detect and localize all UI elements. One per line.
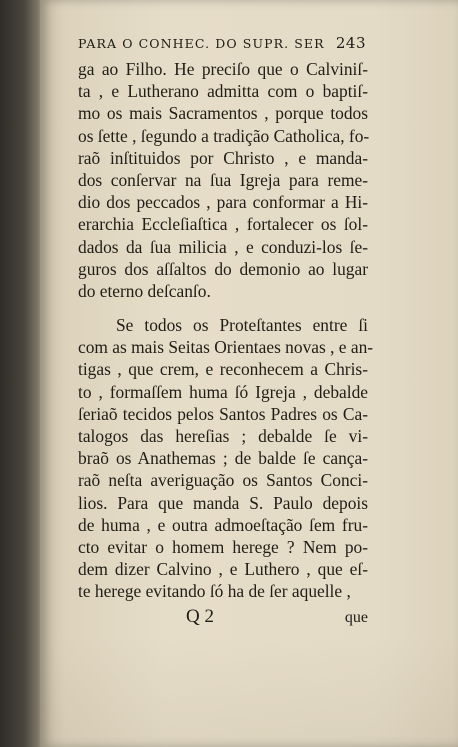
- text-line: mo os mais Sacramentos , porque todos: [78, 103, 368, 124]
- text-line: ſeriaõ tecidos pelos Santos Padres os Ca-: [78, 403, 368, 424]
- running-header: [78, 34, 366, 54]
- text-line: lios. Para que manda S. Paulo depois: [78, 492, 368, 513]
- book-gutter: [0, 0, 44, 747]
- text-line: dem dizer Calvino , e Luthero , que eſ-: [78, 559, 368, 580]
- text-line: raõ inſtituidos por Christo , e manda-: [78, 147, 368, 168]
- text-line: dio dos peccados , para conformar a Hi-: [78, 192, 368, 213]
- text-line: erarchia Eccleſiaſtica , fortalecer os ſol-: [78, 214, 368, 235]
- running-title: PARA O CONHEC. DO SUPR. SER: [78, 36, 325, 51]
- text-line: dos conſervar na ſua Igreja para reme-: [78, 169, 368, 190]
- text-line: Se todos os Proteſtantes entre ſi: [116, 315, 368, 336]
- text-line: tigas , que crem, e reconhecem a Chris-: [78, 359, 368, 380]
- page-shading: [40, 637, 458, 747]
- page-number: 243: [335, 34, 366, 52]
- signature-mark: Q 2: [186, 606, 214, 627]
- body-text: [78, 58, 374, 603]
- text-line: do eterno deſcanſo.: [78, 280, 211, 301]
- text-line: guros dos aſſaltos do demonio ao lugar: [78, 258, 368, 279]
- text-line: os ſette , ſegundo a tradição Catholica, fo-: [78, 125, 370, 146]
- text-line: ta , e Lutherano admitta com o baptiſ-: [78, 81, 368, 102]
- text-line: de huma , e outra admoeſtação ſem fru-: [78, 514, 368, 535]
- catchword: que: [344, 609, 368, 626]
- paragraph-1: [78, 58, 368, 302]
- text-line: te herege evitando ſó ha de ſer aquelle ,: [78, 581, 351, 602]
- text-line: raõ neſta averiguação os Santos Conci-: [78, 470, 368, 491]
- text-line: dados da ſua milicia , e conduzi-los ſe-: [78, 236, 368, 257]
- text-line: ga ao Filho. He preciſo que o Calviniſ-: [78, 59, 368, 79]
- page-footer: [78, 606, 368, 630]
- text-line: com as mais Seitas Orientaes novas , e an-: [78, 337, 374, 358]
- text-line: cto evitar o homem herege ? Nem po-: [78, 536, 368, 557]
- text-line: braõ os Anathemas ; de balde ſe cança-: [78, 448, 368, 469]
- text-line: to , formaſſem huma ſó Igreja , debalde: [78, 381, 368, 402]
- paragraph-2: [78, 314, 374, 602]
- text-line: talogos das hereſias ; debalde ſe vi-: [78, 426, 368, 446]
